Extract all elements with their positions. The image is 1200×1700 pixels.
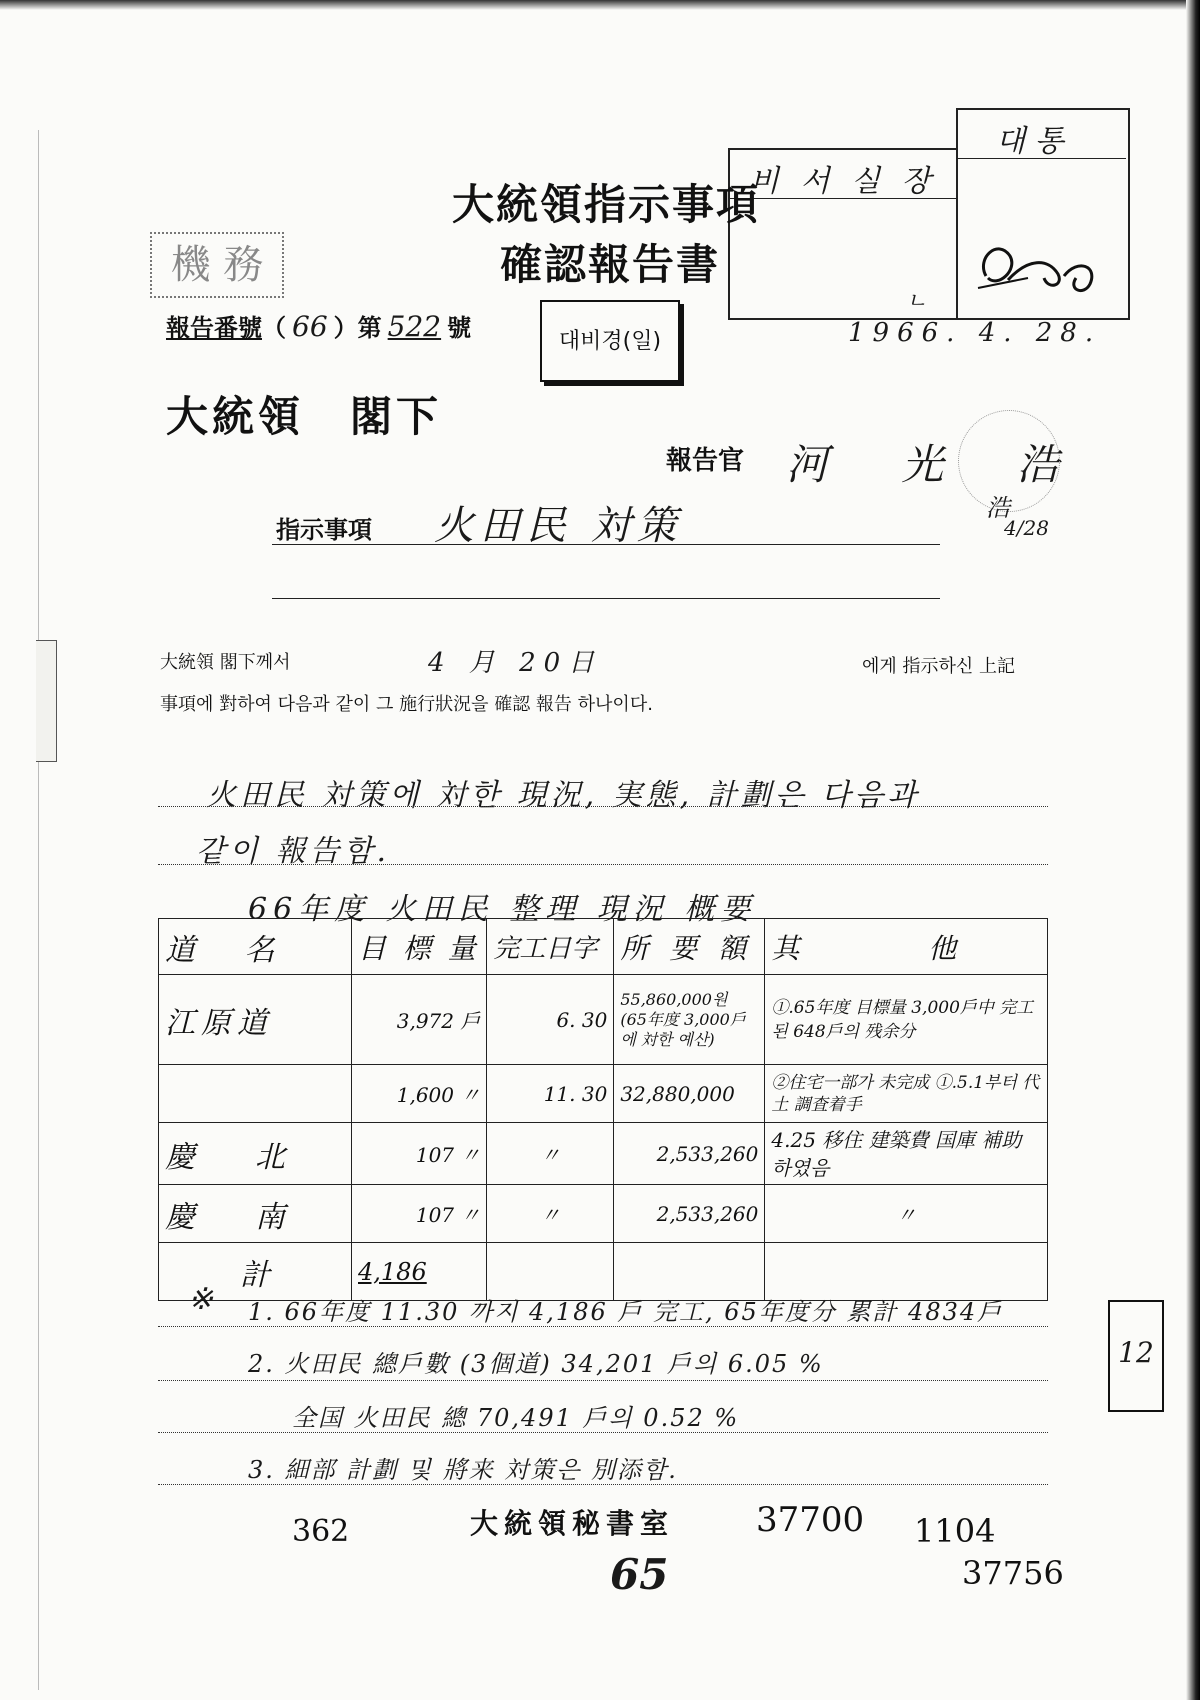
report-number: 報告番號（ 66 ）第 522 號 <box>166 310 472 343</box>
notes-rule-2 <box>158 1380 1048 1381</box>
side-page-tab <box>1108 1300 1164 1412</box>
instruction-underline <box>272 544 940 545</box>
cell-dao: 計 <box>159 1243 352 1301</box>
cell-other: ①.65年度 目標量 3,000戶中 完工된 648戶의 残余分 <box>765 975 1048 1065</box>
intro-line1-b: 에게 指示하신 上記 <box>862 656 1015 677</box>
cell-target: 1,600 〃 <box>352 1065 487 1123</box>
body-line2: 같이 報告함. <box>196 834 391 869</box>
cell-target: 107 〃 <box>352 1185 487 1243</box>
note-2a: 2. 火田民 總戶數 (3個道) 34,201 戶의 6.05 % <box>248 1350 824 1378</box>
cell-done: 11. 30 <box>487 1065 614 1123</box>
report-date: 1966. 4. 28. <box>848 318 1102 348</box>
cell-other: ②住宅一部가 未完成 ①.5.1부터 代土 調査着手 <box>765 1065 1048 1123</box>
header-cell: 完工日字 <box>487 919 614 975</box>
addressee: 大統領 閣下 <box>166 392 443 441</box>
body-rule-2 <box>158 864 1048 865</box>
scan-edge-top <box>0 0 1200 10</box>
cell-done: 6. 30 <box>487 975 614 1065</box>
officer-initial-date: 4/28 <box>1004 516 1049 540</box>
intro-line1-date: 4 月 20日 <box>428 648 603 678</box>
footer-hand-number: 65 <box>610 1550 669 1599</box>
header-cell: 道 名 <box>159 919 352 975</box>
header-cell: 所 要 額 <box>614 919 765 975</box>
footer-number-1: 37700 <box>756 1500 865 1540</box>
approval-signature <box>968 218 1118 308</box>
category-box <box>540 300 680 382</box>
notes-rule-3 <box>158 1432 1048 1433</box>
note-2b: 全国 火田民 總 70,491 戶의 0.52 % <box>292 1404 740 1432</box>
note-3: 3. 細部 計劃 및 將来 対策은 別添함. <box>248 1456 678 1484</box>
table-row <box>159 975 1048 1065</box>
footer-right-number: 37756 <box>962 1554 1064 1592</box>
instruction-underline-2 <box>272 598 940 599</box>
instruction-value: 火田民 対策 <box>434 503 683 549</box>
cell-dao <box>159 1065 352 1123</box>
table-title: 66年度 火田民 整理 現況 概要 <box>248 892 757 927</box>
stamp-text: 機 務 <box>170 242 264 288</box>
cell-target: 3,972 戶 <box>352 975 487 1065</box>
cell-other: 〃 <box>765 1185 1048 1243</box>
note-1: 1. 66年度 11.30 까지 4,186 戶 完工, 65年度分 累計 4834戶 <box>248 1298 1004 1326</box>
scan-edge-right <box>1186 0 1200 1700</box>
doc-title-line2: 確認報告書 <box>500 240 721 289</box>
cell-done: 〃 <box>487 1185 614 1243</box>
table-row <box>159 1123 1048 1185</box>
header-cell: 目 標 量 <box>352 919 487 975</box>
body-rule-1 <box>158 806 1048 807</box>
cell-dao: 慶北 <box>159 1123 352 1185</box>
cell-amount: 32,880,000 <box>614 1065 765 1123</box>
cell-target: 107 〃 <box>352 1123 487 1185</box>
instruction-label: 指示事項 <box>276 516 372 544</box>
binding-tab <box>36 640 57 762</box>
approval-col1-header: 비 서 실 장 <box>750 164 937 199</box>
cell-target: 4,186 <box>352 1243 487 1301</box>
table-row <box>159 1185 1048 1243</box>
footer-left-number: 362 <box>292 1514 350 1549</box>
officer-name: 河 光 浩 <box>786 440 1089 489</box>
cell-done: 〃 <box>487 1123 614 1185</box>
cell-amount: 2,533,260 <box>614 1185 765 1243</box>
notes-rule-4 <box>158 1484 1048 1485</box>
cell-dao: 慶南 <box>159 1185 352 1243</box>
header-cell: 其 他 <box>765 919 1048 975</box>
report-no-number: 522 <box>387 310 442 343</box>
notes-rule-1 <box>158 1326 1048 1327</box>
officer-initial: 浩 <box>986 494 1010 522</box>
scan-edge-left <box>38 130 39 1690</box>
report-no-prefix: 報告番號 <box>166 314 262 342</box>
confidential-stamp <box>150 232 284 298</box>
cell-amount: 2,533,260 <box>614 1123 765 1185</box>
table-row <box>159 1065 1048 1123</box>
notes-mark: ※ <box>188 1282 214 1317</box>
footer-number-2: 1104 <box>914 1512 996 1550</box>
approval-box <box>728 108 1128 318</box>
table-header-row <box>159 919 1048 975</box>
report-no-mid: 第 <box>357 314 382 342</box>
doc-title-line1: 大統領指示事項 <box>452 180 761 229</box>
category-text: 대비경(일) <box>558 329 662 354</box>
cell-dao: 江原道 <box>159 975 352 1065</box>
status-table <box>158 918 1048 1301</box>
cell-other: 4.25 移住 建築費 国庫 補助 하였음 <box>765 1123 1048 1185</box>
cell-amount: 55,860,000원 (65年度 3,000戶에 対한 예산) <box>614 975 765 1065</box>
report-no-year: 66 <box>292 310 328 343</box>
approval-col1-mark: ㄴ <box>906 289 928 314</box>
officer-label: 報告官 <box>666 446 745 476</box>
intro-line1-a: 大統領 閣下께서 <box>160 652 291 673</box>
body-line1: 火田民 対策에 対한 現況, 実態, 計劃은 다음과 <box>206 778 921 813</box>
side-tab-number: 12 <box>1118 1336 1154 1369</box>
report-no-suffix: 號 <box>447 314 472 342</box>
approval-col2-header: 대 통 <box>996 124 1064 159</box>
footer-office: 大統領秘書室 <box>470 1507 675 1540</box>
intro-line2: 事項에 對하여 다음과 같이 그 施行狀況을 確認 報告 하나이다. <box>160 694 653 715</box>
